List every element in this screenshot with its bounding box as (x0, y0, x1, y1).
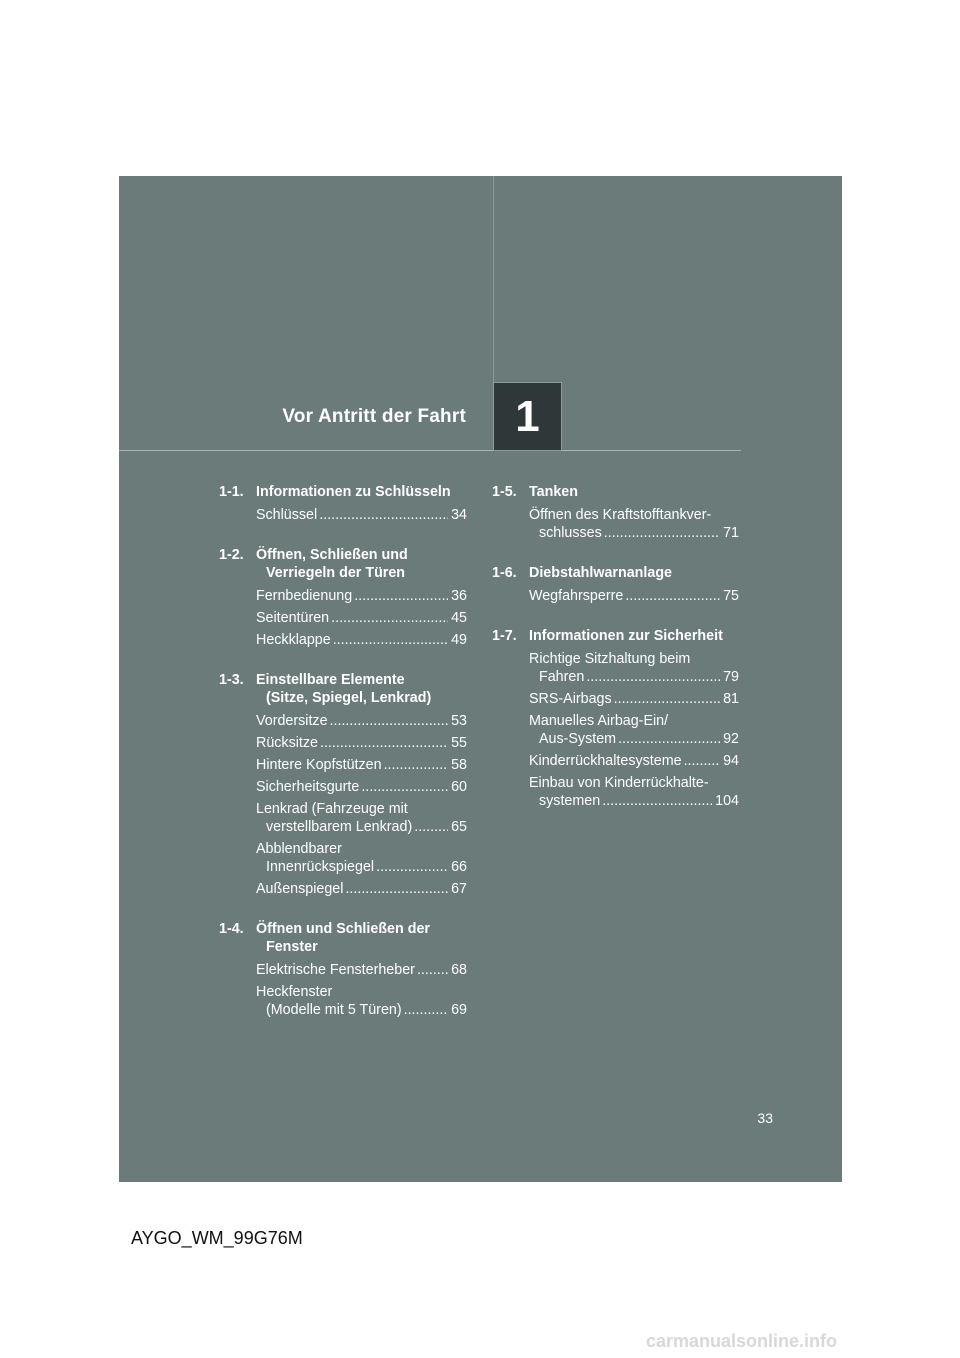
toc-entry[interactable] (529, 752, 739, 770)
toc-section-heading (486, 564, 739, 582)
toc-entry-page: 81 (723, 691, 739, 707)
dot-leader (604, 524, 720, 542)
toc-entry[interactable] (529, 506, 739, 542)
dot-leader (333, 631, 448, 649)
toc-entry[interactable] (529, 690, 739, 708)
dot-leader (345, 880, 448, 898)
toc-entry[interactable] (256, 880, 467, 898)
watermark-text: carmanualsonline.info (646, 1331, 838, 1351)
toc-entry-title: Elektrische Fensterheber (256, 962, 415, 978)
toc-entry-title-line: Abblendbarer (256, 841, 342, 857)
toc-entry-title: Schlüssel (256, 507, 318, 523)
toc-entry-row (529, 587, 739, 605)
dot-leader (618, 730, 720, 748)
toc-section-heading (213, 671, 467, 707)
toc-entry[interactable] (529, 587, 739, 605)
toc-section-title: Diebstahlwarnanlage (529, 565, 673, 581)
toc-entry-page: 45 (451, 610, 467, 626)
toc-entry-page: 55 (451, 735, 467, 751)
dot-leader (331, 609, 448, 627)
toc-entry-title: Wegfahrsperre (529, 588, 624, 604)
toc-entry-page: 60 (451, 779, 467, 795)
toc-section-heading (486, 627, 739, 645)
toc-section-title: Tanken (529, 484, 578, 500)
toc-section-number: 1-3. (219, 672, 244, 688)
toc-entry[interactable] (256, 587, 467, 605)
toc-entry-page: 69 (451, 1002, 467, 1018)
toc-entry-title: verstellbarem Lenkrad) (266, 819, 413, 835)
toc-section-heading (213, 483, 467, 501)
dot-leader (586, 668, 720, 686)
panel-divider-vertical (493, 176, 494, 382)
toc-entry-title-line: Richtige Sitzhaltung beim (529, 651, 691, 667)
toc-section-number: 1-2. (219, 547, 244, 563)
toc-entry-title: Rücksitze (256, 735, 318, 751)
document-code: AYGO_WM_99G76M (131, 1228, 303, 1248)
toc-entry-page: 104 (715, 793, 739, 809)
toc-entry-title: Kinderrückhaltesysteme (529, 753, 682, 769)
toc-entry-row (256, 506, 467, 524)
toc-entry-title-line: Manuelles Airbag-Ein/ (529, 713, 669, 729)
toc-entry-page: 53 (451, 713, 467, 729)
toc-entry-page: 66 (451, 859, 467, 875)
dot-leader (330, 712, 449, 730)
toc-entry-row (529, 752, 739, 770)
dot-leader (684, 752, 721, 770)
toc-section-number: 1-6. (492, 565, 517, 581)
toc-entry-title: Fernbedienung (256, 588, 353, 604)
toc-entry-title: Aus-System (539, 731, 617, 747)
toc-entry[interactable] (256, 609, 467, 627)
toc-entry[interactable] (256, 506, 467, 524)
toc-section-heading (486, 483, 739, 501)
toc-section-title: Verriegeln der Türen (266, 565, 406, 581)
toc-entry-page: 75 (723, 588, 739, 604)
chapter-number-box (493, 382, 562, 451)
toc-entry-row (256, 712, 467, 730)
toc-entry-row (256, 631, 467, 649)
dot-leader (414, 818, 448, 836)
toc-section (213, 546, 467, 649)
toc-entry-title: Seitentüren (256, 610, 330, 626)
toc-entry-title: systemen (539, 793, 601, 809)
dot-leader (384, 756, 449, 774)
toc-entry-title-line: Lenkrad (Fahrzeuge mit (256, 801, 408, 817)
toc-entry-page: 94 (723, 753, 739, 769)
toc-section (486, 564, 739, 605)
toc-entry[interactable] (529, 712, 739, 748)
toc-section-heading (213, 546, 467, 582)
toc-entry-title-line: Einbau von Kinderrückhalte- (529, 775, 709, 791)
dot-leader (376, 858, 448, 876)
dot-leader (625, 587, 720, 605)
toc-entry-title-line: Öffnen des Kraftstofftankver- (529, 507, 712, 523)
chapter-title: Vor Antritt der Fahrt (282, 406, 466, 427)
toc-section (213, 483, 467, 524)
toc-entry-title: (Modelle mit 5 Türen) (266, 1002, 402, 1018)
toc-section-title: (Sitze, Spiegel, Lenkrad) (266, 690, 432, 706)
toc-entry-title: Heckklappe (256, 632, 331, 648)
toc-entry[interactable] (256, 712, 467, 730)
toc-entry[interactable] (256, 983, 467, 1019)
toc-entry-row (256, 1001, 467, 1019)
toc-entry-page: 49 (451, 632, 467, 648)
dot-leader (404, 1001, 448, 1019)
toc-entry[interactable] (529, 774, 739, 810)
toc-section (486, 627, 739, 810)
toc-section-title: Öffnen, Schließen und (256, 547, 408, 563)
toc-column-left (213, 483, 467, 1041)
toc-entry[interactable] (256, 631, 467, 649)
toc-entry-page: 34 (451, 507, 467, 523)
dot-leader (361, 778, 448, 796)
toc-entry[interactable] (256, 800, 467, 836)
dot-leader (354, 587, 448, 605)
toc-entry-row (256, 961, 467, 979)
toc-section-title: Informationen zur Sicherheit (529, 628, 723, 644)
toc-entry-row (256, 734, 467, 752)
toc-section-title: Öffnen und Schließen der (256, 921, 430, 937)
toc-section (486, 483, 739, 542)
toc-entry-title: Innenrückspiegel (266, 859, 375, 875)
toc-entry-title: schlusses (539, 525, 602, 541)
toc-section-number: 1-5. (492, 484, 517, 500)
toc-entry-row (256, 858, 467, 876)
toc-section (213, 920, 467, 1019)
toc-entry-row (256, 880, 467, 898)
toc-entry-title: Außenspiegel (256, 881, 344, 897)
toc-entry-row (529, 524, 739, 542)
toc-entry-row (529, 792, 739, 810)
toc-entry-title: Hintere Kopfstützen (256, 757, 382, 773)
toc-section-number: 1-4. (219, 921, 244, 937)
toc-entry[interactable] (529, 650, 739, 686)
toc-section-heading (213, 920, 467, 956)
toc-entry-row (529, 668, 739, 686)
dot-leader (614, 690, 720, 708)
dot-leader (417, 961, 448, 979)
toc-section-title: Informationen zu Schlüsseln (256, 484, 451, 500)
toc-entry-page: 68 (451, 962, 467, 978)
toc-entry-title: Vordersitze (256, 713, 328, 729)
toc-entry-title: Fahren (539, 669, 585, 685)
toc-entry-page: 92 (723, 731, 739, 747)
toc-entry[interactable] (256, 961, 467, 979)
toc-entry-page: 67 (451, 881, 467, 897)
toc-section (213, 671, 467, 898)
toc-entry[interactable] (256, 840, 467, 876)
toc-column-right (486, 483, 739, 832)
panel-divider-horizontal (119, 450, 741, 451)
toc-entry-title: Sicherheitsgurte (256, 779, 360, 795)
toc-entry-page: 71 (723, 525, 739, 541)
toc-entry[interactable] (256, 756, 467, 774)
toc-entry-row (256, 609, 467, 627)
toc-section-number: 1-1. (219, 484, 244, 500)
toc-section-title: Einstellbare Elemente (256, 672, 405, 688)
dot-leader (319, 506, 448, 524)
toc-entry-page: 36 (451, 588, 467, 604)
toc-section-title: Fenster (266, 939, 318, 955)
toc-entry-row (256, 756, 467, 774)
page-number: 33 (757, 1110, 773, 1126)
toc-entry[interactable] (256, 734, 467, 752)
toc-entry-row (256, 587, 467, 605)
toc-entry-title: SRS-Airbags (529, 691, 612, 707)
chapter-number: 1 (515, 391, 540, 441)
toc-section-number: 1-7. (492, 628, 517, 644)
toc-entry-row (256, 778, 467, 796)
toc-entry-page: 79 (723, 669, 739, 685)
toc-entry-page: 65 (451, 819, 467, 835)
dot-leader (602, 792, 712, 810)
toc-entry-page: 58 (451, 757, 467, 773)
toc-entry-row (529, 690, 739, 708)
toc-entry-title-line: Heckfenster (256, 984, 333, 1000)
dot-leader (320, 734, 448, 752)
toc-entry[interactable] (256, 778, 467, 796)
toc-entry-row (256, 818, 467, 836)
toc-entry-row (529, 730, 739, 748)
